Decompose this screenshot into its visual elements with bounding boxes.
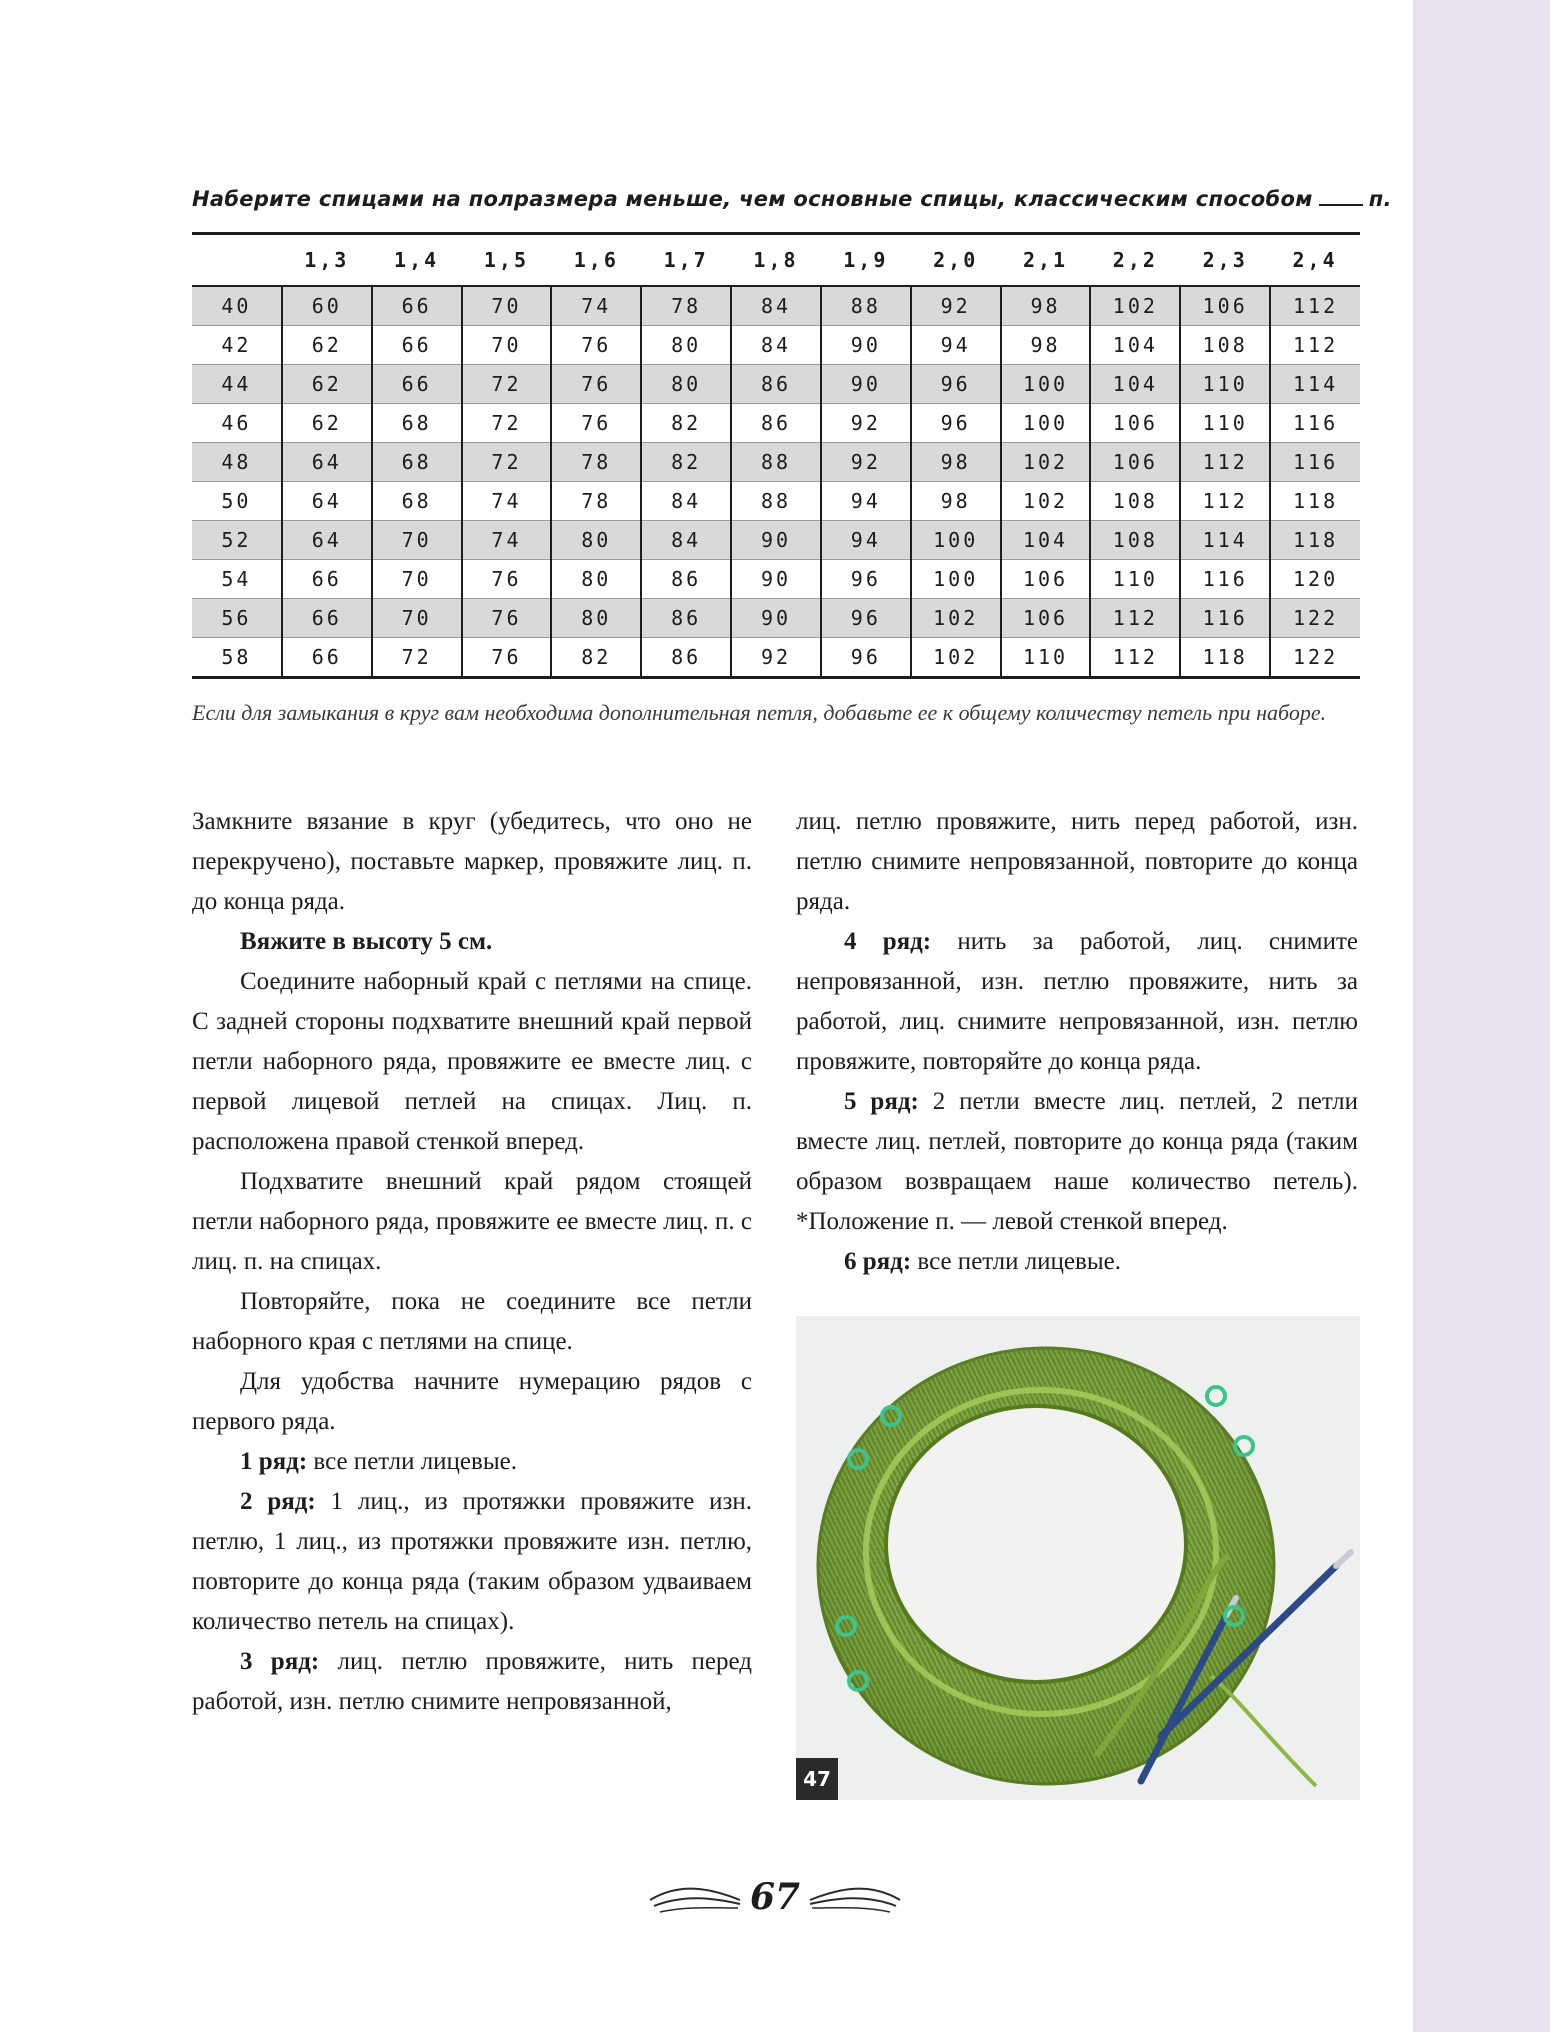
stitch-count-cell: 74 — [551, 286, 641, 326]
stitch-count-cell: 68 — [372, 404, 462, 443]
stitch-count-cell: 92 — [911, 286, 1001, 326]
stitch-count-cell: 64 — [282, 521, 372, 560]
row-label: 6 ряд: — [844, 1248, 912, 1275]
row-size-cell: 58 — [192, 638, 282, 678]
stitch-count-cell: 98 — [1001, 286, 1091, 326]
stitch-count-cell: 110 — [1180, 365, 1270, 404]
stitch-count-cell: 88 — [821, 286, 911, 326]
blank-line — [1319, 186, 1363, 206]
header-needle-size: 2,2 — [1090, 235, 1180, 286]
stitch-count-table — [192, 232, 1360, 679]
stitch-count-cell: 78 — [551, 443, 641, 482]
header-needle-size: 1,4 — [372, 235, 462, 286]
stitch-count-cell: 64 — [282, 482, 372, 521]
row-size-cell: 54 — [192, 560, 282, 599]
stitch-count-cell: 90 — [731, 599, 821, 638]
stitch-count-cell: 106 — [1001, 560, 1091, 599]
stitch-count-cell: 98 — [911, 482, 1001, 521]
stitch-count-cell: 104 — [1001, 521, 1091, 560]
stitch-count-cell: 68 — [372, 482, 462, 521]
stitch-count-cell: 114 — [1180, 521, 1270, 560]
stitch-count-cell: 82 — [641, 404, 731, 443]
stitch-count-cell: 90 — [731, 521, 821, 560]
stitch-count-cell: 106 — [1090, 443, 1180, 482]
stitch-count-cell: 108 — [1090, 482, 1180, 521]
stitch-count-cell: 68 — [372, 443, 462, 482]
stitch-count-cell: 100 — [911, 521, 1001, 560]
stitch-count-cell: 70 — [372, 560, 462, 599]
left-column — [192, 802, 752, 1722]
stitch-count-cell: 84 — [641, 521, 731, 560]
table-row — [192, 365, 1360, 404]
stitch-count-cell: 84 — [731, 286, 821, 326]
stitch-count-cell: 90 — [731, 560, 821, 599]
stitch-count-cell: 94 — [911, 326, 1001, 365]
photo-number: 47 — [796, 1758, 838, 1800]
stitch-count-cell: 66 — [282, 599, 372, 638]
stitch-count-cell: 72 — [372, 638, 462, 678]
stitch-count-cell: 100 — [911, 560, 1001, 599]
stitch-count-cell: 94 — [821, 521, 911, 560]
row-1-instruction — [192, 1442, 752, 1482]
row-size-cell: 50 — [192, 482, 282, 521]
stitch-count-cell: 106 — [1090, 404, 1180, 443]
page-footer — [640, 1872, 910, 1928]
stitch-count-cell: 76 — [462, 560, 552, 599]
row-size-cell: 40 — [192, 286, 282, 326]
row-size-cell: 52 — [192, 521, 282, 560]
row-size-cell: 56 — [192, 599, 282, 638]
stitch-count-cell: 106 — [1001, 599, 1091, 638]
paragraph-close-round: Замкните вязание в круг (убедитесь, что оно не перекручено), поставьте маркер, провяжите лиц. п. до конца ряда. — [192, 808, 752, 915]
row-text: нить за работой, лиц. снимите непровязанной, изн. петлю провяжите, нить за работой, лиц. снимите непровязанной, изн. петлю провяжите, повторяйте до конца ряда. — [796, 928, 1359, 1075]
row-text: лиц. петлю провяжите, нить перед работой, изн. петлю снимите непровязанной, — [192, 1648, 752, 1715]
stitch-count-cell: 64 — [282, 443, 372, 482]
stitch-count-cell: 86 — [641, 638, 731, 678]
stitch-count-cell: 102 — [1001, 443, 1091, 482]
stitch-count-cell: 112 — [1090, 638, 1180, 678]
stitch-count-cell: 98 — [1001, 326, 1091, 365]
row-5-instruction — [796, 1082, 1358, 1242]
knitting-photo — [796, 1316, 1360, 1800]
row-label: 2 ряд: — [240, 1488, 316, 1515]
header-needle-size: 1,3 — [282, 235, 372, 286]
stitch-count-cell: 96 — [821, 560, 911, 599]
stitch-count-cell: 102 — [1090, 286, 1180, 326]
stitch-count-cell: 118 — [1270, 521, 1360, 560]
stitch-count-cell: 62 — [282, 365, 372, 404]
stitch-count-cell: 110 — [1001, 638, 1091, 678]
row-text: все петли лицевые. — [911, 1248, 1121, 1275]
stitch-count-cell: 76 — [551, 365, 641, 404]
paragraph-pick-up: Подхватите внешний край рядом стоящей петли наборного ряда, провяжите ее вместе лиц. п. с лиц. п. на спицах. — [192, 1168, 752, 1275]
table-row — [192, 326, 1360, 365]
paragraph-repeat: Повторяйте, пока не соедините все петли наборного края с петлями на спице. — [192, 1288, 752, 1355]
header-corner — [192, 235, 282, 286]
stitch-count-cell: 86 — [641, 599, 731, 638]
table-row — [192, 404, 1360, 443]
stitch-count-cell: 76 — [551, 326, 641, 365]
stitch-count-cell: 112 — [1270, 326, 1360, 365]
stitch-count-cell: 106 — [1180, 286, 1270, 326]
stitch-count-cell: 74 — [462, 521, 552, 560]
stitch-count-cell: 70 — [372, 599, 462, 638]
bold-heading: Вяжите в высоту 5 см. — [240, 928, 493, 955]
stitch-count-cell: 100 — [1001, 365, 1091, 404]
stitch-count-cell: 104 — [1090, 326, 1180, 365]
stitch-count-cell: 72 — [462, 365, 552, 404]
stitch-count-cell: 80 — [641, 365, 731, 404]
stitch-count-cell: 66 — [282, 638, 372, 678]
stitch-count-cell: 118 — [1180, 638, 1270, 678]
stitch-count-cell: 116 — [1270, 443, 1360, 482]
table-body — [192, 286, 1360, 678]
paragraph-knit-height — [192, 922, 752, 962]
table-row — [192, 443, 1360, 482]
row-text: все петли лицевые. — [307, 1448, 517, 1475]
header-needle-size: 1,6 — [551, 235, 641, 286]
row-size-cell: 42 — [192, 326, 282, 365]
stitch-count-cell: 116 — [1180, 599, 1270, 638]
stitch-count-cell: 62 — [282, 326, 372, 365]
stitch-count-cell: 70 — [372, 521, 462, 560]
stitch-count-cell: 116 — [1180, 560, 1270, 599]
row-size-cell: 44 — [192, 365, 282, 404]
row-3-instruction — [192, 1642, 752, 1722]
table-title-suffix: п. — [1368, 187, 1392, 211]
stitch-count-cell: 80 — [551, 560, 641, 599]
stitch-count-cell: 102 — [911, 638, 1001, 678]
stitch-count-cell: 100 — [1001, 404, 1091, 443]
stitch-count-cell: 102 — [911, 599, 1001, 638]
stitch-count-cell: 76 — [462, 599, 552, 638]
stitch-count-cell: 78 — [551, 482, 641, 521]
table-title — [192, 186, 1392, 211]
stitch-count-cell: 122 — [1270, 638, 1360, 678]
stitch-count-cell: 112 — [1180, 482, 1270, 521]
paragraph-numbering: Для удобства начните нумерацию рядов с первого ряда. — [192, 1368, 752, 1435]
stitch-count-cell: 84 — [731, 326, 821, 365]
stitch-count-cell: 108 — [1180, 326, 1270, 365]
stitch-count-cell: 62 — [282, 404, 372, 443]
stitch-table — [192, 235, 1360, 679]
stitch-count-cell: 88 — [731, 443, 821, 482]
table-note: Если для замыкания в круг вам необходима дополнительная петля, добавьте ее к общему количеству петель при наборе. — [192, 700, 1327, 725]
header-needle-size: 2,4 — [1270, 235, 1360, 286]
row-size-cell: 48 — [192, 443, 282, 482]
stitch-count-cell: 110 — [1090, 560, 1180, 599]
stitch-count-cell: 76 — [462, 638, 552, 678]
row-label: 5 ряд: — [844, 1088, 919, 1115]
stitch-count-cell: 102 — [1001, 482, 1091, 521]
row-4-instruction — [796, 922, 1358, 1082]
stitch-count-cell: 82 — [551, 638, 641, 678]
row-2-instruction — [192, 1482, 752, 1642]
row-size-cell: 46 — [192, 404, 282, 443]
stitch-count-cell: 118 — [1270, 482, 1360, 521]
stitch-count-cell: 82 — [641, 443, 731, 482]
table-row — [192, 560, 1360, 599]
stitch-count-cell: 120 — [1270, 560, 1360, 599]
table-row — [192, 482, 1360, 521]
stitch-count-cell: 116 — [1270, 404, 1360, 443]
stitch-count-cell: 84 — [641, 482, 731, 521]
stitch-count-cell: 88 — [731, 482, 821, 521]
table-header-row — [192, 235, 1360, 286]
stitch-count-cell: 114 — [1270, 365, 1360, 404]
header-needle-size: 1,9 — [821, 235, 911, 286]
page-edge-band — [1413, 0, 1550, 2032]
stitch-count-cell: 92 — [821, 404, 911, 443]
row-6-instruction — [796, 1242, 1358, 1282]
table-row — [192, 638, 1360, 678]
stitch-count-cell: 74 — [462, 482, 552, 521]
stitch-count-cell: 66 — [372, 326, 462, 365]
stitch-count-cell: 86 — [641, 560, 731, 599]
row-label: 1 ряд: — [240, 1448, 308, 1475]
stitch-count-cell: 94 — [821, 482, 911, 521]
stitch-count-cell: 104 — [1090, 365, 1180, 404]
stitch-count-cell: 76 — [551, 404, 641, 443]
page-number: 67 — [749, 1876, 801, 1918]
stitch-count-cell: 70 — [462, 326, 552, 365]
header-needle-size: 1,7 — [641, 235, 731, 286]
header-needle-size: 2,3 — [1180, 235, 1270, 286]
paragraph-join-edge: Соедините наборный край с петлями на спице. С задней стороны подхватите внешний край первой петли наборного ряда, провяжите ее вместе лиц. с первой лицевой петлей на спицах. Лиц. п. расположена правой стенкой вперед. — [192, 968, 752, 1155]
knitted-ring-illustration — [796, 1316, 1360, 1800]
stitch-count-cell: 96 — [911, 404, 1001, 443]
stitch-count-cell: 80 — [551, 599, 641, 638]
stitch-count-cell: 72 — [462, 443, 552, 482]
stitch-count-cell: 98 — [911, 443, 1001, 482]
stitch-count-cell: 80 — [641, 326, 731, 365]
stitch-count-cell: 90 — [821, 365, 911, 404]
stitch-count-cell: 108 — [1090, 521, 1180, 560]
stitch-count-cell: 60 — [282, 286, 372, 326]
right-column — [796, 802, 1358, 1282]
table-row — [192, 521, 1360, 560]
header-needle-size: 1,5 — [462, 235, 552, 286]
table-row — [192, 599, 1360, 638]
row-label: 3 ряд: — [240, 1648, 320, 1675]
row-text: 1 лиц., из протяжки провяжите изн. петлю, 1 лиц., из протяжки провяжите изн. петлю, повторите до конца ряда (таким образом удваиваем количество петель на спицах). — [192, 1488, 753, 1635]
stitch-count-cell: 112 — [1270, 286, 1360, 326]
stitch-count-cell: 96 — [821, 638, 911, 678]
header-needle-size: 2,1 — [1001, 235, 1091, 286]
stitch-count-cell: 92 — [821, 443, 911, 482]
header-needle-size: 2,0 — [911, 235, 1001, 286]
stitch-count-cell: 70 — [462, 286, 552, 326]
stitch-count-cell: 112 — [1090, 599, 1180, 638]
stitch-count-cell: 96 — [911, 365, 1001, 404]
stitch-count-cell: 66 — [372, 365, 462, 404]
stitch-count-cell: 122 — [1270, 599, 1360, 638]
stitch-count-cell: 112 — [1180, 443, 1270, 482]
stitch-count-cell: 80 — [551, 521, 641, 560]
row-text: 2 петли вместе лиц. петлей, 2 петли вместе лиц. петлей, повторите до конца ряда (таким образом возвращаем наше количество петель). *Положение п. — левой стенкой вперед. — [796, 1088, 1359, 1235]
table-row — [192, 286, 1360, 326]
stitch-count-cell: 66 — [282, 560, 372, 599]
stitch-count-cell: 92 — [731, 638, 821, 678]
row-3-continued: лиц. петлю провяжите, нить перед работой, изн. петлю снимите непровязанной, повторите до конца ряда. — [796, 808, 1358, 915]
stitch-count-cell: 66 — [372, 286, 462, 326]
table-title-text: Наберите спицами на полразмера меньше, чем основные спицы, классическим способом — [192, 187, 1313, 211]
header-needle-size: 1,8 — [731, 235, 821, 286]
stitch-count-cell: 72 — [462, 404, 552, 443]
stitch-count-cell: 86 — [731, 365, 821, 404]
stitch-count-cell: 86 — [731, 404, 821, 443]
stitch-count-cell: 78 — [641, 286, 731, 326]
stitch-count-cell: 96 — [821, 599, 911, 638]
stitch-count-cell: 110 — [1180, 404, 1270, 443]
row-label: 4 ряд: — [844, 928, 932, 955]
stitch-count-cell: 90 — [821, 326, 911, 365]
